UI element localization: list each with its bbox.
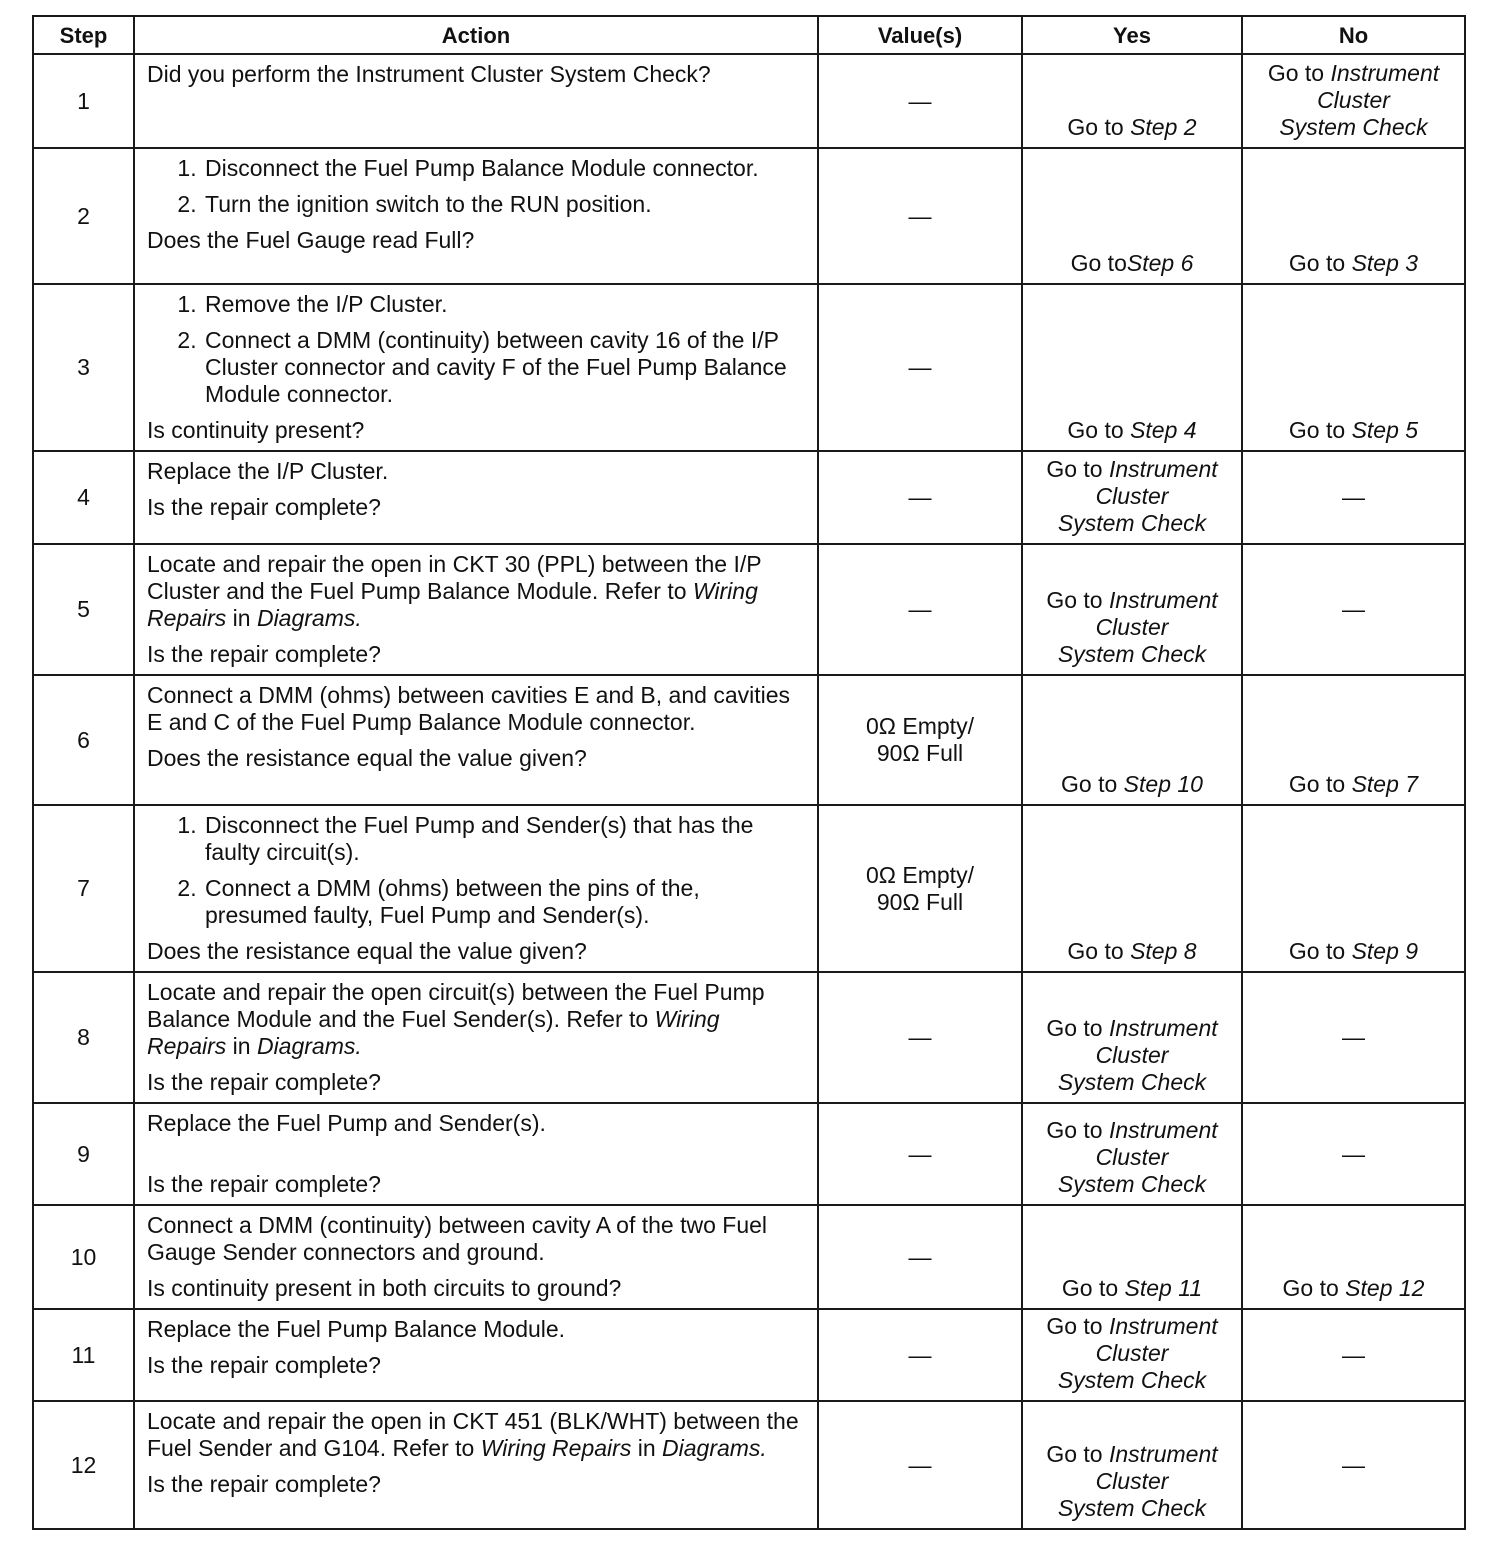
yes-prefix: Go to: [1067, 417, 1131, 443]
action-question: Is continuity present in both circuits to ground?: [147, 1275, 622, 1301]
yes-prefix: Go to: [1067, 114, 1131, 140]
step-number: 8: [33, 972, 134, 1103]
action-question: Is the repair complete?: [147, 1171, 381, 1197]
table-row: [33, 805, 1465, 972]
no-cell: —: [1242, 451, 1465, 544]
yes-cell: [1022, 805, 1242, 972]
step-number: 5: [33, 544, 134, 675]
yes-ref: Step 2: [1130, 114, 1197, 140]
value-cell: —: [818, 972, 1022, 1103]
yes-ref: Step 6: [1126, 250, 1194, 276]
value-cell: [818, 805, 1022, 972]
action-question: Is the repair complete?: [147, 1069, 381, 1095]
yes-prefix: Go to: [1061, 1275, 1125, 1301]
yes-cell: [1022, 284, 1242, 451]
yes-prefix: Go to: [1046, 1313, 1109, 1339]
action-text: [147, 551, 805, 632]
action-cell: [134, 972, 818, 1103]
action-steps-list: [147, 812, 805, 929]
yes-cell: [1022, 972, 1242, 1103]
value-cell: —: [818, 54, 1022, 148]
action-question: Is the repair complete?: [147, 1471, 381, 1497]
value-cell: [818, 675, 1022, 805]
no-cell: —: [1242, 1103, 1465, 1205]
step-number: 1: [33, 54, 134, 148]
table-row: [33, 1103, 1465, 1205]
action-cell: [134, 148, 818, 284]
yes-cell: [1022, 544, 1242, 675]
yes-prefix: Go to: [1067, 938, 1131, 964]
action-step-item: 1. Remove the I/P Cluster.: [203, 291, 805, 318]
table-row: [33, 675, 1465, 805]
step-number: 6: [33, 675, 134, 805]
yes-cell: [1022, 148, 1242, 284]
yes-ref-3: System Check: [1057, 1495, 1207, 1521]
header-yes: Yes: [1022, 16, 1242, 54]
no-cell: [1242, 805, 1465, 972]
yes-cell: [1022, 1401, 1242, 1529]
action-text: Replace the Fuel Pump Balance Module.: [147, 1316, 566, 1342]
value-cell: —: [818, 1103, 1022, 1205]
action-text: [147, 1408, 805, 1462]
wiring-repairs-ref: Wiring Repairs: [480, 1435, 632, 1461]
value-line: 90Ω Full: [876, 888, 964, 915]
header-action: Action: [134, 16, 818, 54]
action-question: Is the repair complete?: [147, 641, 381, 667]
action-text: Connect a DMM (continuity) between cavity A of the two Fuel Gauge Sender connectors and ground.: [147, 1212, 768, 1265]
action-question: Does the resistance equal the value given?: [147, 938, 587, 964]
no-prefix: Go to: [1267, 60, 1331, 86]
no-cell: [1242, 1205, 1465, 1309]
yes-ref-3: System Check: [1057, 1171, 1207, 1197]
yes-cell: [1022, 675, 1242, 805]
action-cell: [134, 284, 818, 451]
table-row: [33, 1401, 1465, 1529]
spacer: [147, 1137, 805, 1147]
yes-prefix: Go to: [1046, 1117, 1109, 1143]
no-ref-2: Cluster: [1317, 87, 1390, 113]
step-number: 7: [33, 805, 134, 972]
action-cell: [134, 675, 818, 805]
action-text: Replace the Fuel Pump and Sender(s).: [147, 1110, 546, 1136]
table-row: [33, 284, 1465, 451]
table-row: [33, 544, 1465, 675]
action-question: Is continuity present?: [147, 417, 365, 443]
action-cell: [134, 544, 818, 675]
yes-prefix: Go to: [1046, 456, 1109, 482]
action-text-part: in: [226, 605, 257, 631]
yes-ref: Step 4: [1130, 417, 1197, 443]
header-values: Value(s): [818, 16, 1022, 54]
yes-cell: [1022, 1205, 1242, 1309]
table-row: [33, 1309, 1465, 1401]
action-step-item: 2. Turn the ignition switch to the RUN position.: [203, 191, 805, 218]
yes-prefix: Go to: [1046, 1015, 1109, 1041]
yes-prefix: Go to: [1046, 1441, 1109, 1467]
yes-ref-3: System Check: [1057, 510, 1207, 536]
action-text-part: Locate and repair the open in CKT 451 (BLK/WHT) between the Fuel Sender and G104. Refer to: [147, 1408, 799, 1461]
no-cell: —: [1242, 972, 1465, 1103]
yes-ref-2: Cluster: [1095, 1144, 1169, 1170]
value-cell: —: [818, 1401, 1022, 1529]
action-cell: [134, 1401, 818, 1529]
action-text-part: in: [226, 1033, 257, 1059]
no-ref: Step 5: [1351, 417, 1419, 443]
yes-ref-1: Instrument: [1109, 587, 1218, 613]
yes-ref-2: Cluster: [1095, 1042, 1169, 1068]
no-prefix: Go to: [1288, 250, 1352, 276]
value-cell: —: [818, 1309, 1022, 1401]
action-question: Does the Fuel Gauge read Full?: [147, 227, 475, 253]
value-cell: —: [818, 284, 1022, 451]
action-question: Does the resistance equal the value given?: [147, 745, 587, 771]
action-step-item: 2. Connect a DMM (ohms) between the pins of the, presumed faulty, Fuel Pump and Sender(s).: [203, 875, 805, 929]
value-cell: —: [818, 451, 1022, 544]
value-line: 0Ω Empty/: [866, 713, 974, 739]
wiring-repairs-ref: Wiring Repairs: [147, 1006, 720, 1059]
yes-ref-1: Instrument: [1109, 1441, 1218, 1467]
header-row: [33, 16, 1465, 54]
no-ref-1: Instrument: [1330, 60, 1440, 86]
table-row: [33, 148, 1465, 284]
action-question: Is the repair complete?: [147, 494, 381, 520]
no-ref: Step 12: [1345, 1275, 1425, 1301]
diagrams-ref: Diagrams.: [662, 1435, 767, 1461]
no-cell: [1242, 284, 1465, 451]
action-text: [147, 979, 805, 1060]
action-text-part: Locate and repair the open circuit(s) between the Fuel Pump Balance Module and the Fuel Sender(s). Refer to: [147, 979, 765, 1032]
step-number: 9: [33, 1103, 134, 1205]
value-cell: —: [818, 148, 1022, 284]
no-prefix: Go to: [1288, 417, 1352, 443]
yes-ref-3: System Check: [1057, 641, 1207, 667]
no-cell: —: [1242, 1401, 1465, 1529]
yes-prefix: Go to: [1070, 250, 1127, 276]
value-line: 0Ω Empty/: [866, 861, 974, 888]
no-cell: —: [1242, 544, 1465, 675]
action-text: Replace the I/P Cluster.: [147, 458, 389, 484]
yes-ref-1: Instrument: [1109, 456, 1218, 482]
no-ref: Step 7: [1351, 771, 1419, 797]
step-number: 12: [33, 1401, 134, 1529]
yes-ref-2: Cluster: [1095, 1468, 1169, 1494]
yes-ref: Step 11: [1124, 1275, 1203, 1301]
yes-ref-2: Cluster: [1095, 614, 1169, 640]
value-cell: —: [818, 1205, 1022, 1309]
action-text-part: in: [631, 1435, 663, 1461]
action-cell: [134, 54, 818, 148]
action-step-item: 1. Disconnect the Fuel Pump Balance Module connector.: [203, 155, 805, 182]
header-step: Step: [33, 16, 134, 54]
header-no: No: [1242, 16, 1465, 54]
no-cell: [1242, 675, 1465, 805]
no-cell: [1242, 54, 1465, 148]
no-ref: Step 3: [1351, 250, 1419, 276]
yes-cell: [1022, 451, 1242, 544]
yes-cell: [1022, 1103, 1242, 1205]
no-cell: [1242, 148, 1465, 284]
yes-cell: [1022, 1309, 1242, 1401]
yes-cell: [1022, 54, 1242, 148]
yes-ref-2: Cluster: [1095, 483, 1169, 509]
yes-ref-2: Cluster: [1095, 1340, 1169, 1366]
yes-ref: Step 10: [1123, 771, 1203, 797]
action-cell: [134, 1205, 818, 1309]
action-cell: [134, 451, 818, 544]
yes-ref-3: System Check: [1057, 1367, 1207, 1393]
value-cell: —: [818, 544, 1022, 675]
action-question: Is the repair complete?: [147, 1352, 381, 1378]
yes-prefix: Go to: [1061, 771, 1124, 797]
yes-ref-1: Instrument: [1109, 1117, 1218, 1143]
diagrams-ref: Diagrams.: [256, 605, 362, 631]
wiring-repairs-ref: Wiring Repairs: [147, 578, 758, 631]
table-row: [33, 451, 1465, 544]
action-text-part: Locate and repair the open in CKT 30 (PPL) between the I/P Cluster and the Fuel Pump Balance Module. Refer to: [147, 551, 762, 604]
yes-prefix: Go to: [1046, 587, 1109, 613]
action-steps-list: [147, 291, 805, 408]
yes-ref-1: Instrument: [1109, 1015, 1218, 1041]
table-row: [33, 54, 1465, 148]
step-number: 10: [33, 1205, 134, 1309]
action-cell: [134, 805, 818, 972]
action-text: Did you perform the Instrument Cluster System Check?: [147, 61, 711, 87]
value-line: 90Ω Full: [876, 740, 964, 766]
step-number: 11: [33, 1309, 134, 1401]
action-text: Connect a DMM (ohms) between cavities E and B, and cavities E and C of the Fuel Pump Balance Module connector.: [147, 682, 791, 735]
action-cell: [134, 1103, 818, 1205]
yes-ref: Step 8: [1130, 938, 1197, 964]
no-prefix: Go to: [1282, 1275, 1346, 1301]
step-number: 4: [33, 451, 134, 544]
action-cell: [134, 1309, 818, 1401]
no-prefix: Go to: [1288, 771, 1352, 797]
diagnostic-table: [32, 15, 1466, 1530]
no-ref: Step 9: [1351, 938, 1419, 964]
step-number: 3: [33, 284, 134, 451]
no-cell: —: [1242, 1309, 1465, 1401]
action-step-item: 2. Connect a DMM (continuity) between cavity 16 of the I/P Cluster connector and cavity F of the Fuel Pump Balance Module connector.: [203, 327, 805, 408]
diagrams-ref: Diagrams.: [256, 1033, 362, 1059]
no-prefix: Go to: [1288, 938, 1352, 964]
yes-ref-1: Instrument: [1109, 1313, 1218, 1339]
no-ref-3: System Check: [1279, 114, 1428, 140]
table-row: [33, 972, 1465, 1103]
step-number: 2: [33, 148, 134, 284]
table-row: [33, 1205, 1465, 1309]
yes-ref-3: System Check: [1057, 1069, 1207, 1095]
action-step-item: 1. Disconnect the Fuel Pump and Sender(s) that has the faulty circuit(s).: [203, 812, 805, 866]
action-steps-list: [147, 155, 805, 218]
